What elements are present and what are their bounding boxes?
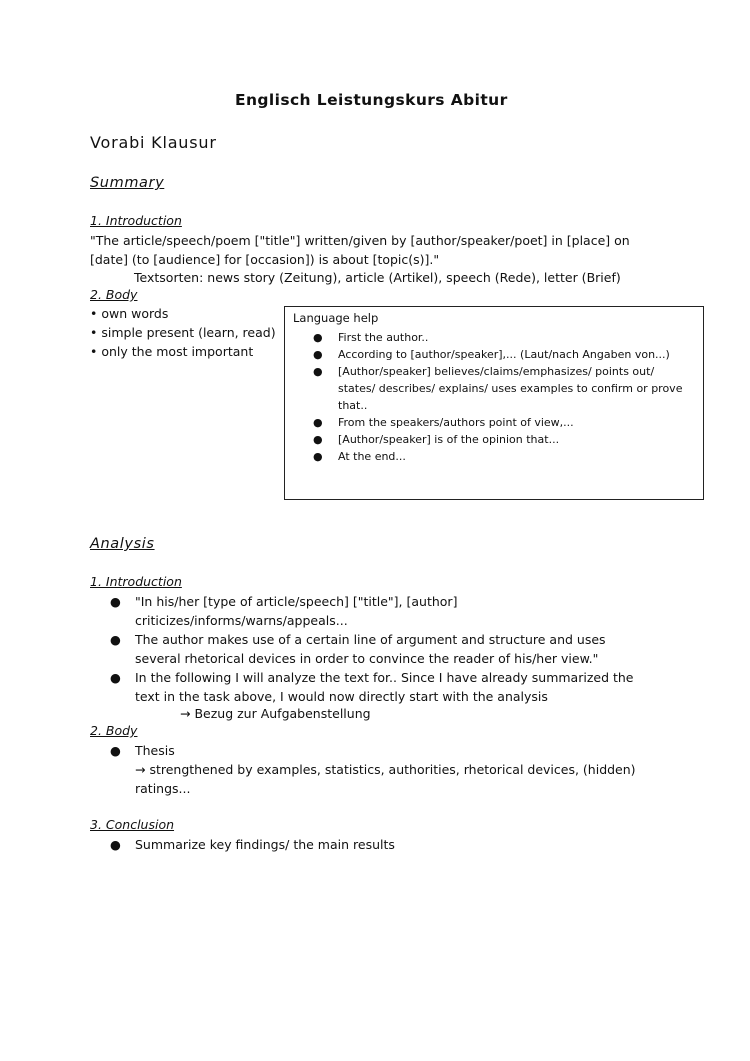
bullet-icon: ● (110, 837, 121, 852)
list-item: ● At the end... (313, 450, 406, 463)
summary-body-list (90, 304, 276, 361)
analysis-intro-list (110, 592, 670, 706)
list-item: ● In the following I will analyze the text for.. Since I have already summarized the text in the task above, I would now directly start with the analysis (110, 670, 634, 704)
analysis-body-list (110, 741, 175, 760)
bullet-icon: ● (110, 632, 121, 647)
list-item: ● [Author/speaker] believes/claims/emphasizes/ points out/ states/ describes/ explains/ uses examples to confirm or prove that.. (313, 365, 683, 412)
summary-heading: Summary (90, 175, 165, 191)
list-item: • own words (90, 306, 169, 321)
bezug-note: → Bezug zur Aufgabenstellung (180, 706, 371, 721)
textsorten-line: Textsorten: news story (Zeitung), article (Artikel), speech (Rede), letter (Brief) (134, 270, 621, 285)
list-item: ● Summarize key findings/ the main results (110, 837, 395, 852)
bullet-icon: ● (110, 743, 121, 758)
bullet-icon: ● (313, 450, 323, 463)
thesis-note-line-1: → strengthened by examples, statistics, authorities, rhetorical devices, (hidden) (135, 762, 636, 777)
bullet-icon: ● (313, 331, 323, 344)
analysis-body-heading: 2. Body (90, 723, 138, 738)
list-item: ● First the author.. (313, 331, 429, 344)
list-item: • simple present (learn, read) (90, 325, 276, 340)
summary-intro-line-1: "The article/speech/poem ["title"] written/given by [author/speaker/poet] in [place] on (90, 233, 630, 248)
bullet-icon: ● (110, 670, 121, 685)
page-subtitle: Vorabi Klausur (90, 133, 217, 152)
bullet-icon: ● (313, 416, 323, 429)
language-help-title: Language help (293, 311, 379, 325)
analysis-conclusion-heading: 3. Conclusion (90, 817, 175, 832)
list-item: ● "In his/her [type of article/speech] ["title"], [author] criticizes/informs/warns/appeals... (110, 594, 458, 628)
summary-intro-line-2: [date] (to [audience] for [occasion]) is about [topic(s)]." (90, 252, 440, 267)
list-item: ● From the speakers/authors point of view,... (313, 416, 574, 429)
bullet-icon: ● (313, 348, 323, 361)
list-item: ● The author makes use of a certain line of argument and structure and uses several rhetorical devices in order to convince the reader of his/her view." (110, 632, 606, 666)
list-item: • only the most important (90, 344, 254, 359)
analysis-conclusion-list (110, 835, 395, 854)
language-help-box (284, 306, 704, 500)
summary-introduction-heading: 1. Introduction (90, 213, 182, 228)
summary-body-heading: 2. Body (90, 287, 138, 302)
thesis-note-line-2: ratings... (135, 781, 191, 796)
page-title: Englisch Leistungskurs Abitur (235, 91, 508, 109)
list-item: ● According to [author/speaker],... (Laut/nach Angaben von...) (313, 348, 670, 361)
bullet-icon: ● (110, 594, 121, 609)
analysis-introduction-heading: 1. Introduction (90, 574, 182, 589)
analysis-heading: Analysis (90, 536, 155, 552)
list-item: ● [Author/speaker] is of the opinion that... (313, 433, 560, 446)
language-help-list (313, 329, 691, 465)
bullet-icon: ● (313, 365, 323, 378)
list-item: ● Thesis (110, 743, 175, 758)
bullet-icon: ● (313, 433, 323, 446)
